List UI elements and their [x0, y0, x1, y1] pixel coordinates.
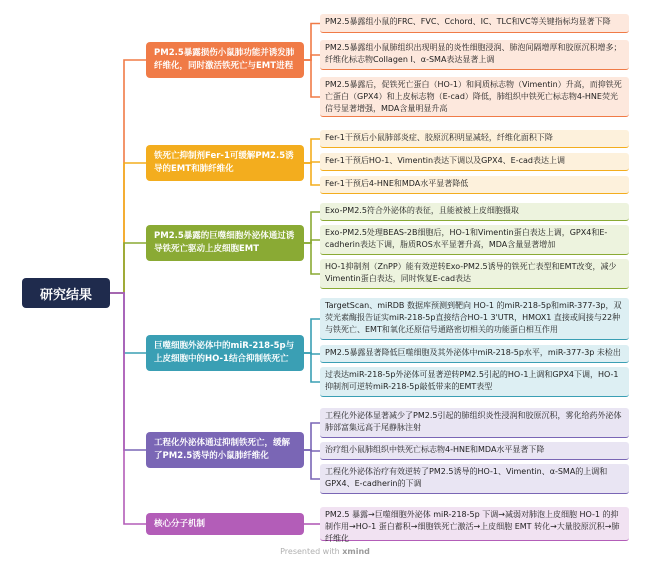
branch-topic-6[interactable] — [146, 513, 304, 535]
root-to-branch-line — [110, 293, 146, 353]
leaf-topic[interactable]: 工程化外泌体治疗有效逆转了PM2.5诱导的HO-1、Vimentin、α-SMA的上调和GPX4、E-cadherin的下调 — [320, 464, 629, 494]
branch-to-leaf-line — [304, 212, 320, 243]
branch-to-leaf-line — [304, 60, 320, 97]
branch-to-leaf-line — [304, 139, 320, 163]
branch-topic-2[interactable] — [146, 145, 304, 181]
branch-topic-3[interactable] — [146, 225, 304, 261]
branch-label: 铁死亡抑制剂Fer-1可缓解PM2.5诱导的EMT和肺纤维化 — [154, 151, 294, 174]
leaf-topic[interactable]: Fer-1干预后HO-1、Vimentin表达下调以及GPX4、E-cad表达上调 — [320, 153, 629, 171]
branch-label: PM2.5暴露损伤小鼠肺功能并诱发肺纤维化，同时激活铁死亡与EMT进程 — [154, 48, 295, 71]
leaf-topic[interactable]: Exo-PM2.5符合外泌体的表征，且能被被上皮细胞摄取 — [320, 203, 629, 221]
branch-label: 工程化外泌体通过抑制铁死亡，缓解了PM2.5诱导的小鼠肺纤维化 — [154, 438, 291, 461]
root-topic[interactable]: 研究结果 — [22, 278, 110, 308]
branch-topic-4[interactable] — [146, 335, 304, 371]
leaf-topic[interactable]: PM2.5 暴露→巨噬细胞外泌体 miR-218-5p 下调→减弱对肺泡上皮细胞 HO-1 的抑制作用→HO-1 蛋白蓄积→细胞铁死亡激活→上皮细胞 EMT 转化→大量胶原沉积→肺纤维化 — [320, 507, 629, 541]
root-to-branch-line — [110, 293, 146, 450]
leaf-topic[interactable]: HO-1抑制剂（ZnPP）能有效逆转Exo-PM2.5诱导的铁死亡表型和EMT改变，减少Vimentin蛋白表达，同时恢复E-cad表达 — [320, 259, 629, 289]
leaf-topic[interactable]: 过表达miR-218-5p外泌体可显著逆转PM2.5引起的HO-1上调和GPX4下调，HO-1抑制剂可逆转miR-218-5p敲低带来的EMT表型 — [320, 367, 629, 397]
branch-to-leaf-line — [304, 163, 320, 185]
footer-prefix: Presented with — [280, 547, 340, 556]
leaf-topic[interactable]: PM2.5暴露组小鼠肺组织出现明显的炎性细胞浸润、肺泡间隔增厚和胶原沉积增多；纤维化标志物Collagen I、α-SMA表达显著上调 — [320, 40, 629, 70]
leaf-topic[interactable]: Exo-PM2.5处理BEAS-2B细胞后，HO-1和Vimentin蛋白表达上调，GPX4和E-cadherin表达下调，脂质ROS水平显著升高，MDA含量显著增加 — [320, 225, 629, 255]
leaf-topic[interactable]: PM2.5暴露显著降低巨噬细胞及其外泌体中miR-218-5p水平，miR-377-3p 未检出 — [320, 345, 629, 363]
leaf-topic[interactable]: 工程化外泌体显著减少了PM2.5引起的肺组织炎性浸润和胶原沉积，雾化给药外泌体肺部富集远高于尾静脉注射 — [320, 408, 629, 438]
branch-label: 巨噬细胞外泌体中的miR-218-5p与上皮细胞中的HO-1结合抑制铁死亡 — [154, 341, 295, 364]
leaf-topic[interactable]: PM2.5暴露后，促铁死亡蛋白（HO-1）和间质标志物（Vimentin）升高，而抑铁死亡蛋白（GPX4）和上皮标志物（E-cad）降低，肺组织中铁死亡标志物4-HNE荧光信号显著增强，MDA含量明显升高 — [320, 77, 629, 117]
branch-topic-1[interactable] — [146, 42, 304, 78]
root-to-branch-line — [110, 243, 146, 293]
footer-credit — [0, 547, 650, 556]
root-to-branch-line — [110, 163, 146, 293]
leaf-topic[interactable]: Fer-1干预后小鼠肺部炎症、胶原沉积明显减轻，纤维化面积下降 — [320, 130, 629, 148]
branch-to-leaf-line — [304, 450, 320, 479]
root-to-branch-line — [110, 60, 146, 293]
branch-topic-5[interactable] — [146, 432, 304, 468]
footer-brand: xmind — [342, 547, 370, 556]
leaf-topic[interactable]: Fer-1干预后4-HNE和MDA水平显著降低 — [320, 176, 629, 194]
leaf-topic[interactable]: 治疗组小鼠肺组织中铁死亡标志物4-HNE和MDA水平显著下降 — [320, 442, 629, 460]
branch-to-leaf-line — [304, 319, 320, 353]
root-to-branch-line — [110, 293, 146, 524]
leaf-topic[interactable]: TargetScan、miRDB 数据库预测到靶向 HO-1 的miR-218-5p和miR-377-3p，双荧光素酶报告证实miR-218-5p直接结合HO-1 3'UTR，HMOX1 直接或间接与22种与铁死亡、EMT和氧化还原信号通路密切相关的功能蛋白相互作用 — [320, 298, 629, 340]
branch-to-leaf-line — [304, 423, 320, 450]
branch-label: 核心分子机制 — [154, 518, 206, 529]
branch-to-leaf-line — [304, 243, 320, 274]
branch-label: PM2.5暴露的巨噬细胞外泌体通过诱导铁死亡驱动上皮细胞EMT — [154, 231, 295, 254]
branch-to-leaf-line — [304, 353, 320, 382]
leaf-topic[interactable]: PM2.5暴露组小鼠的FRC、FVC、Cchord、IC、TLC和VC等关键指标均显著下降 — [320, 14, 629, 33]
